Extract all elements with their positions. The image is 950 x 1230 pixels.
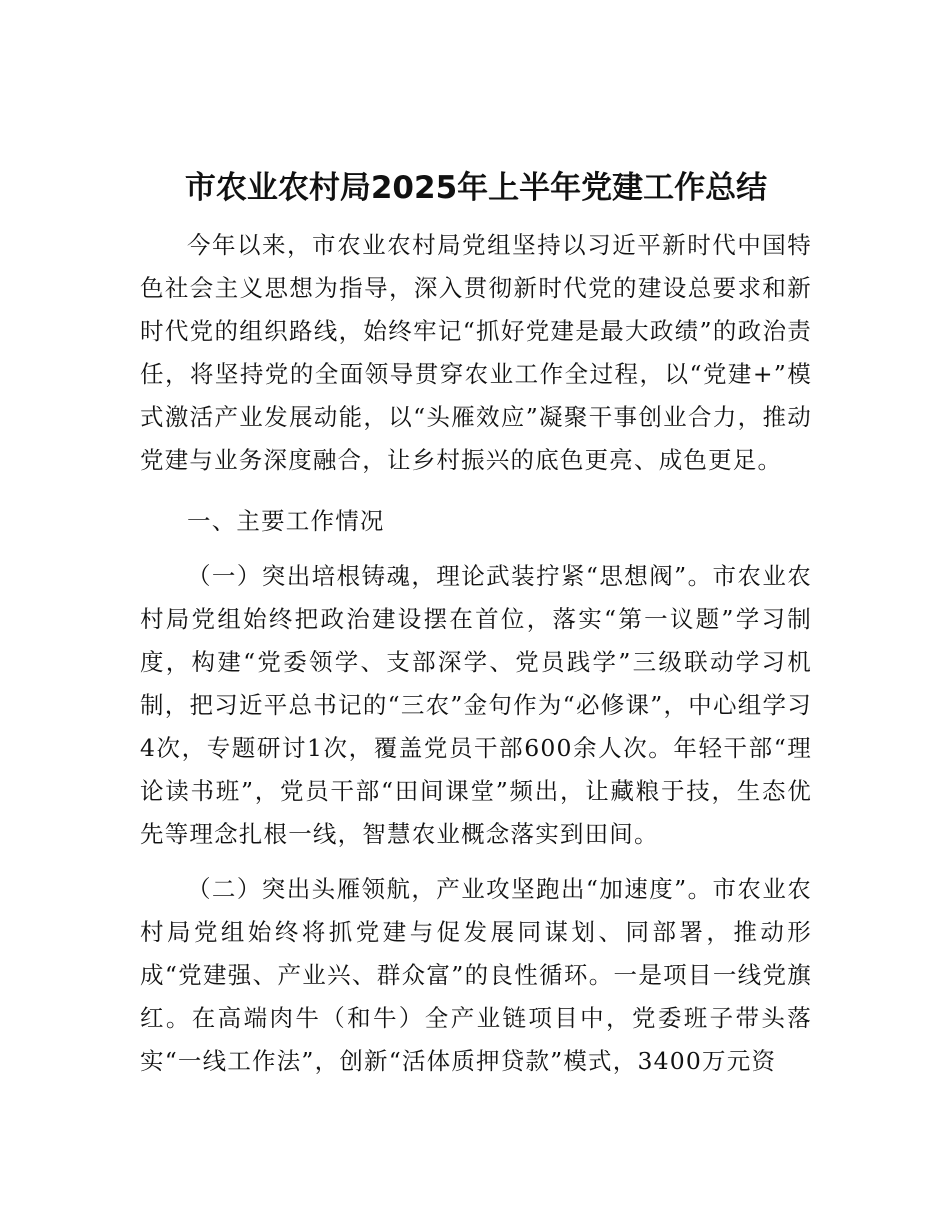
document-body [140,224,812,1083]
intro-paragraph: 今年以来，市农业农村局党组坚持以习近平新时代中国特色社会主义思想为指导，深入贯彻新时代党的建设总要求和新时代党的组织路线，始终牢记“抓好党建是最大政绩”的政治责任，将坚持党的全面领导贯穿农业工作全过程，以“党建+”模式激活产业发展动能，以“头雁效应”凝聚干事创业合力，推动党建与业务深度融合，让乡村振兴的底色更亮、成色更足。 [140,231,812,474]
paragraph-industry-leadership: （二）突出头雁领航，产业攻坚跑出“加速度”。市农业农村局党组始终将抓党建与促发展同谋划、同部署，推动形成“党建强、产业兴、群众富”的良性循环。一是项目一线党旗红。在高端肉牛（和牛）全产业链项目中，党委班子带头落实“一线工作法”，创新“活体质押贷款”模式，3400万元资 [140,875,812,1075]
paragraph-theory-study: （一）突出培根铸魂，理论武装拧紧“思想阀”。市农业农村局党组始终把政治建设摆在首位，落实“第一议题”学习制度，构建“党委领学、支部深学、党员践学”三级联动学习机制，把习近平总书记的“三农”金句作为“必修课”，中心组学习4次，专题研讨1次，覆盖党员干部600余人次。年轻干部“理论读书班”，党员干部“田间课堂”频出，让藏粮于技，生态优先等理念扎根一线，智慧农业概念落实到田间。 [140,562,812,848]
document-title: 市农业农村局2025年上半年党建工作总结 [184,170,768,206]
section-heading-main-work: 一、主要工作情况 [187,507,385,535]
